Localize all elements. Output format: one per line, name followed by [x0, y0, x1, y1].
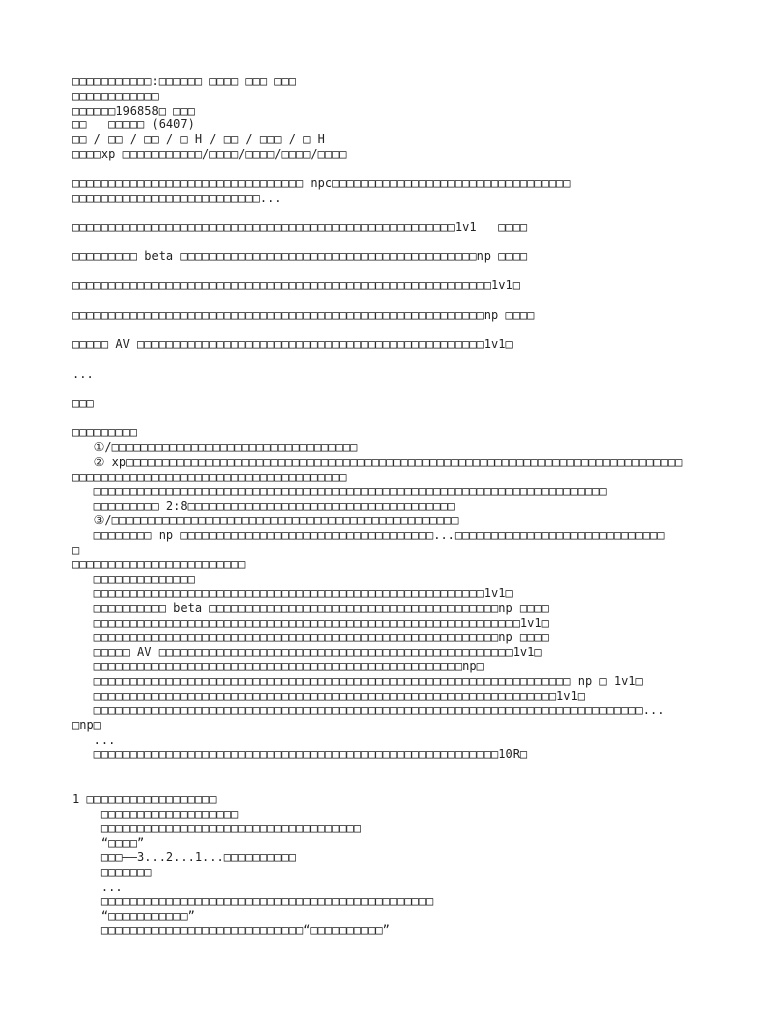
outline-line: ② xp□□□□□□□□□□□□□□□□□□□□□□□□□□□□□□□□□□□□□□□□□□□□□□□□□□□□□□□□□□□□□□□□□□□□□□□□□□□□□	[72, 455, 683, 469]
paragraph: □□□□□□□□□□□□□□□□□□□□□□□□□□□□□□□□□□□□□□□□□□□□□□□□□□□□□□□□□□1v1□	[72, 278, 520, 292]
chapter-line: “□□□□□□□□□□□”	[72, 909, 195, 923]
outline-line: □□□□□□□□□□□□□□□□□□□□□□□□□□□□□□□□□□□□□□□□□□□□□□□□□□□□□□1v1□	[72, 586, 513, 600]
subtitle-line: □□□□□□□□□□□□	[72, 89, 159, 103]
chapter-line: ...	[72, 880, 123, 894]
chapter-line: □□□□□□□□□□□□□□□□□□□	[72, 807, 239, 821]
outline-line: ③/□□□□□□□□□□□□□□□□□□□□□□□□□□□□□□□□□□□□□□□□□□□□□□□□	[72, 513, 459, 527]
paragraph: □□□□□□□□□□□□□□□□□□□□□□□□□□□□□□□□□□□□□□□□□□□□□□□□□□□□□□□□□np □□□□	[72, 308, 535, 322]
outline-line: □□□□□□□□□ 2:8□□□□□□□□□□□□□□□□□□□□□□□□□□□□□□□□□□□□□	[72, 499, 455, 513]
paragraph: □□□□□□□□□ beta □□□□□□□□□□□□□□□□□□□□□□□□□□□□□□□□□□□□□□□□□np □□□□	[72, 249, 528, 263]
outline-line: □□□□□□□□□□□□□□□□□□□□□□□□□□□□□□□□□□□□□□□□□□□□□□□□□□□□□□□□np □□□□	[72, 630, 549, 644]
outline-line: □□□□□□□□□□ beta □□□□□□□□□□□□□□□□□□□□□□□□□□□□□□□□□□□□□□□□np □□□□	[72, 601, 549, 615]
chapter-line: □□□□□□□	[72, 865, 152, 879]
outline-line: ...	[72, 733, 116, 747]
ellipsis: ...	[72, 367, 94, 381]
chapter-line: □□□——3...2...1...□□□□□□□□□□	[72, 850, 296, 864]
outline-line: □□□□□□□□□□□□□□□□□□□□□□□□□□□□□□□□□□□□□□□□□□□□□□□□□□□np□	[72, 659, 484, 673]
outline-line: □□□□□ AV □□□□□□□□□□□□□□□□□□□□□□□□□□□□□□□□□□□□□□□□□□□□□□□□□1v1□	[72, 645, 542, 659]
outline-line: □□□□□□□□ np □□□□□□□□□□□□□□□□□□□□□□□□□□□□□□□□□□□...□□□□□□□□□□□□□□□□□□□□□□□□□□□□□	[72, 528, 665, 542]
chapter-line: □□□□□□□□□□□□□□□□□□□□□□□□□□□□□□□□□□□□	[72, 821, 361, 835]
paragraph: □□□□□ AV □□□□□□□□□□□□□□□□□□□□□□□□□□□□□□□□□□□□□□□□□□□□□□□□1v1□	[72, 337, 513, 351]
chapter-line: □□□□□□□□□□□□□□□□□□□□□□□□□□□□“□□□□□□□□□□”	[72, 923, 390, 937]
outline-heading: □□□□□□□□□	[72, 425, 138, 439]
outline-line: □□□□□□□□□□□□□□	[72, 572, 195, 586]
outline-line: □□□□□□□□□□□□□□□□□□□□□□□□□□□□□□□□□□□□□□□□□□□□□□□□□□□□□□□□□□□□□□□□□□ np □ 1v1□	[72, 674, 643, 688]
paragraph: □□□□□□□□□□□□□□□□□□□□□□□□□□□□□□□□□□□□□□□□□□□□□□□□□□□□□1v1 □□□□	[72, 220, 528, 234]
outline-line: □	[72, 543, 80, 557]
outline-line: □□□□□□□□□□□□□□□□□□□□□□□□	[72, 557, 246, 571]
outline-line: ①/□□□□□□□□□□□□□□□□□□□□□□□□□□□□□□□□□□	[72, 440, 358, 454]
chapter-heading: 1 □□□□□□□□□□□□□□□□□□	[72, 792, 217, 806]
intro-line: □□□□□□□□□□□□□□□□□□□□□□□□□□□□□□□□ npc□□□□□□□□□□□□□□□□□□□□□□□□□□□□□□□□□	[72, 176, 571, 190]
chapter-line: □□□□□□□□□□□□□□□□□□□□□□□□□□□□□□□□□□□□□□□□□□□□□□	[72, 894, 434, 908]
wordcount-line: □□□□□□196858□ □□□	[72, 104, 195, 118]
outline-line: □□□□□□□□□□□□□□□□□□□□□□□□□□□□□□□□□□□□□□□□□□□□□□□□□□□□□□□□□□□1v1□	[72, 616, 549, 630]
title-line: □□□□□□□□□□□:□□□□□□ □□□□ □□□ □□□	[72, 74, 296, 88]
status-line: □□ □□□□□ (6407)	[72, 117, 195, 131]
intro-line: □□□□□□□□□□□□□□□□□□□□□□□□□□...	[72, 191, 282, 205]
keywords-line: □□□□xp □□□□□□□□□□□/□□□□/□□□□/□□□□/□□□□	[72, 147, 347, 161]
section-marker: □□□	[72, 396, 94, 410]
outline-line: □□□□□□□□□□□□□□□□□□□□□□□□□□□□□□□□□□□□□□□□□□□□□□□□□□□□□□□□□□□□□□□□1v1□	[72, 689, 585, 703]
outline-line: □□□□□□□□□□□□□□□□□□□□□□□□□□□□□□□□□□□□□□□□□□□□□□□□□□□□□□□□10R□	[72, 747, 528, 761]
chapter-line: “□□□□”	[72, 836, 145, 850]
tags-line: □□ / □□ / □□ / □ H / □□ / □□□ / □ H	[72, 132, 325, 146]
outline-line: □np□	[72, 718, 101, 732]
outline-line: □□□□□□□□□□□□□□□□□□□□□□□□□□□□□□□□□□□□□□□□□□□□□□□□□□□□□□□□□□□□□□□□□□□□□□□□□□□□...	[72, 703, 665, 717]
outline-line: □□□□□□□□□□□□□□□□□□□□□□□□□□□□□□□□□□□□□□	[72, 470, 347, 484]
outline-line: □□□□□□□□□□□□□□□□□□□□□□□□□□□□□□□□□□□□□□□□□□□□□□□□□□□□□□□□□□□□□□□□□□□□□□□	[72, 484, 607, 498]
